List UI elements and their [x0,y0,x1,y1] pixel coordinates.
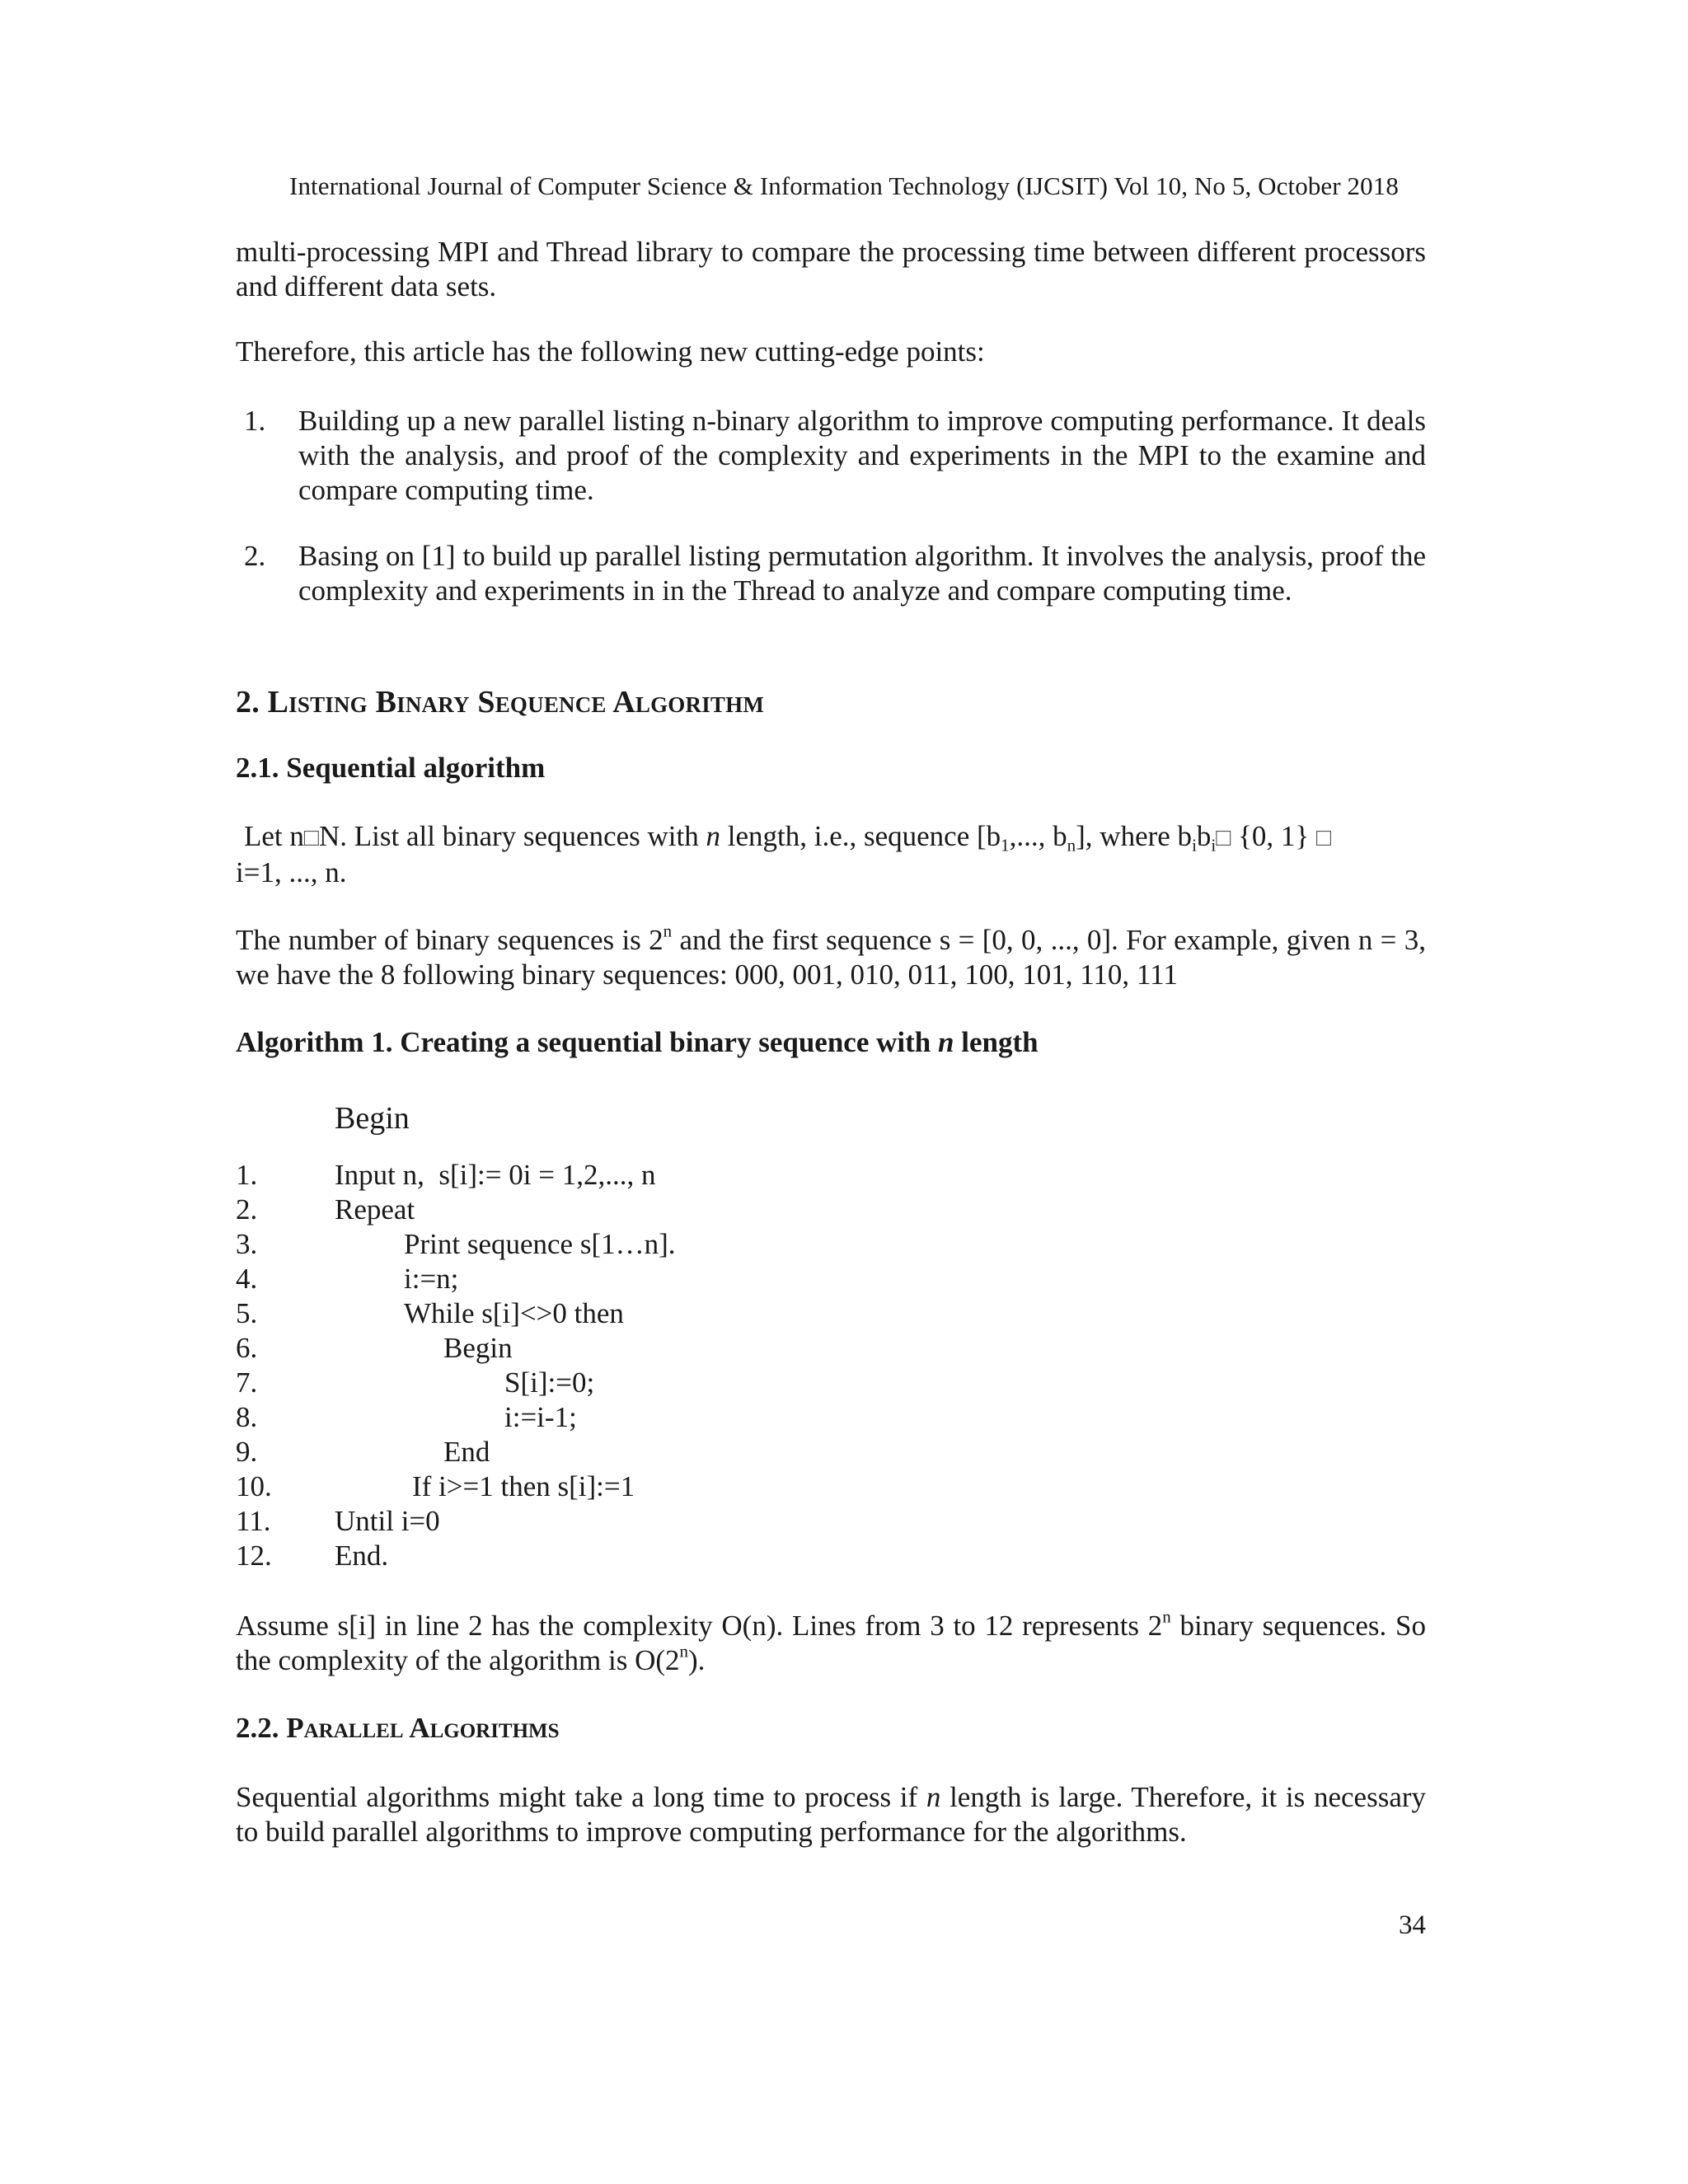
definition-line-1: Let n□N. List all binary sequences with n length, i.e., sequence [$b_1$,..., $b_n$], where $b_ib_i□$ {0, 1} □ [244,820,1332,855]
algorithm-line [236,1435,1060,1469]
section-heading: 2. Listing Binary Sequence Algorithm [236,685,764,719]
subsection-heading: 2.1. Sequential algorithm [236,752,546,784]
list-item-number: 1. [244,405,266,437]
line-code: If i>=1 then s[i]:=1 [412,1470,635,1502]
algorithm-line [236,1158,1060,1193]
intro-paragraph: multi-processing MPI and Thread library to compare the processing time between different processors and different data sets. [236,236,1426,302]
line-code: i:=i-1; [504,1401,577,1433]
line-number: 8. [236,1401,258,1433]
line-number: 3. [236,1228,258,1260]
line-code: Until i=0 [335,1505,440,1537]
list-item [236,539,1426,608]
algorithm-line [236,1296,1060,1331]
running-header: International Journal of Computer Science & Information Technology (IJCSIT) Vol 10, No 5, October 2018 [289,171,1399,200]
algorithm-begin: Begin [335,1101,410,1136]
missing-glyph-box: □ [303,824,320,851]
line-code: i:=n; [404,1263,459,1295]
algorithm-line [236,1193,1060,1227]
list-item-text: Building up a new parallel listing n-binary algorithm to improve computing performance. It deals with the analysis, and proof of the complexity and experiments in the MPI to the examine and compare computing time. [298,405,1426,506]
algorithm-line [236,1366,1060,1400]
algorithm-line [236,1504,1060,1539]
algorithm-title: Algorithm 1. Creating a sequential binary sequence with n length [236,1026,1039,1058]
missing-glyph-box: □ [1216,824,1231,851]
algorithm-line [236,1469,1060,1504]
algorithm-line [236,1227,1060,1262]
line-number: 2. [236,1193,258,1226]
missing-glyph-box: □ [1315,824,1332,851]
list-item-number: 2. [244,540,266,572]
complexity-paragraph: Assume s[i] in line 2 has the complexity O(n). Lines from 3 to 12 represents 2$^n$ binary sequences. So the complexity of the algorithm is O(2$^n$). [236,1606,1426,1676]
algorithm-line [236,1400,1060,1435]
line-code: Input n, s[i]:= 0i = 1,2,..., n [335,1159,656,1191]
line-number: 12. [236,1540,272,1572]
line-code: Repeat [335,1193,415,1226]
binary-count-paragraph: The number of binary sequences is 2$^n$ and the first sequence s = [0, 0, ..., 0]. For example, given n = 3, we have the 8 following binary sequences: 000, 001, 010, 011, 100, 101, 110, 111 [236,921,1426,991]
line-code: Print sequence s[1…n]. [404,1228,676,1260]
line-code: While s[i]<>0 then [404,1297,624,1329]
line-number: 9. [236,1436,258,1468]
line-number: 4. [236,1263,258,1295]
subsection-heading: 2.2. Parallel Algorithms [236,1712,560,1744]
line-code: End. [335,1540,389,1572]
line-code: S[i]:=0; [504,1366,595,1399]
algorithm-line [236,1539,1060,1573]
line-number: 10. [236,1470,272,1502]
definition-line-2: i=1, ..., n. [236,856,347,888]
intro-lead-paragraph: Therefore, this article has the following new cutting-edge points: [236,335,985,368]
definition-paragraph [236,819,1426,890]
page-number: 34 [1399,1910,1426,1940]
line-number: 11. [236,1505,271,1537]
line-number: 5. [236,1297,258,1329]
line-code: Begin [443,1332,513,1364]
line-code: End [443,1436,490,1468]
line-number: 7. [236,1366,258,1399]
line-number: 1. [236,1159,258,1191]
algorithm-line [236,1262,1060,1296]
line-number: 6. [236,1332,258,1364]
parallel-paragraph: Sequential algorithms might take a long time to process if n length is large. Therefore, it is necessary to build parallel algorithms to improve computing performance for the algorithms. [236,1781,1427,1848]
list-item [236,404,1426,508]
list-item-text: Basing on [1] to build up parallel listing permutation algorithm. It involves the analysis, proof the complexity and experiments in in the Thread to analyze and compare computing time. [298,540,1426,607]
algorithm-line [236,1331,1060,1366]
